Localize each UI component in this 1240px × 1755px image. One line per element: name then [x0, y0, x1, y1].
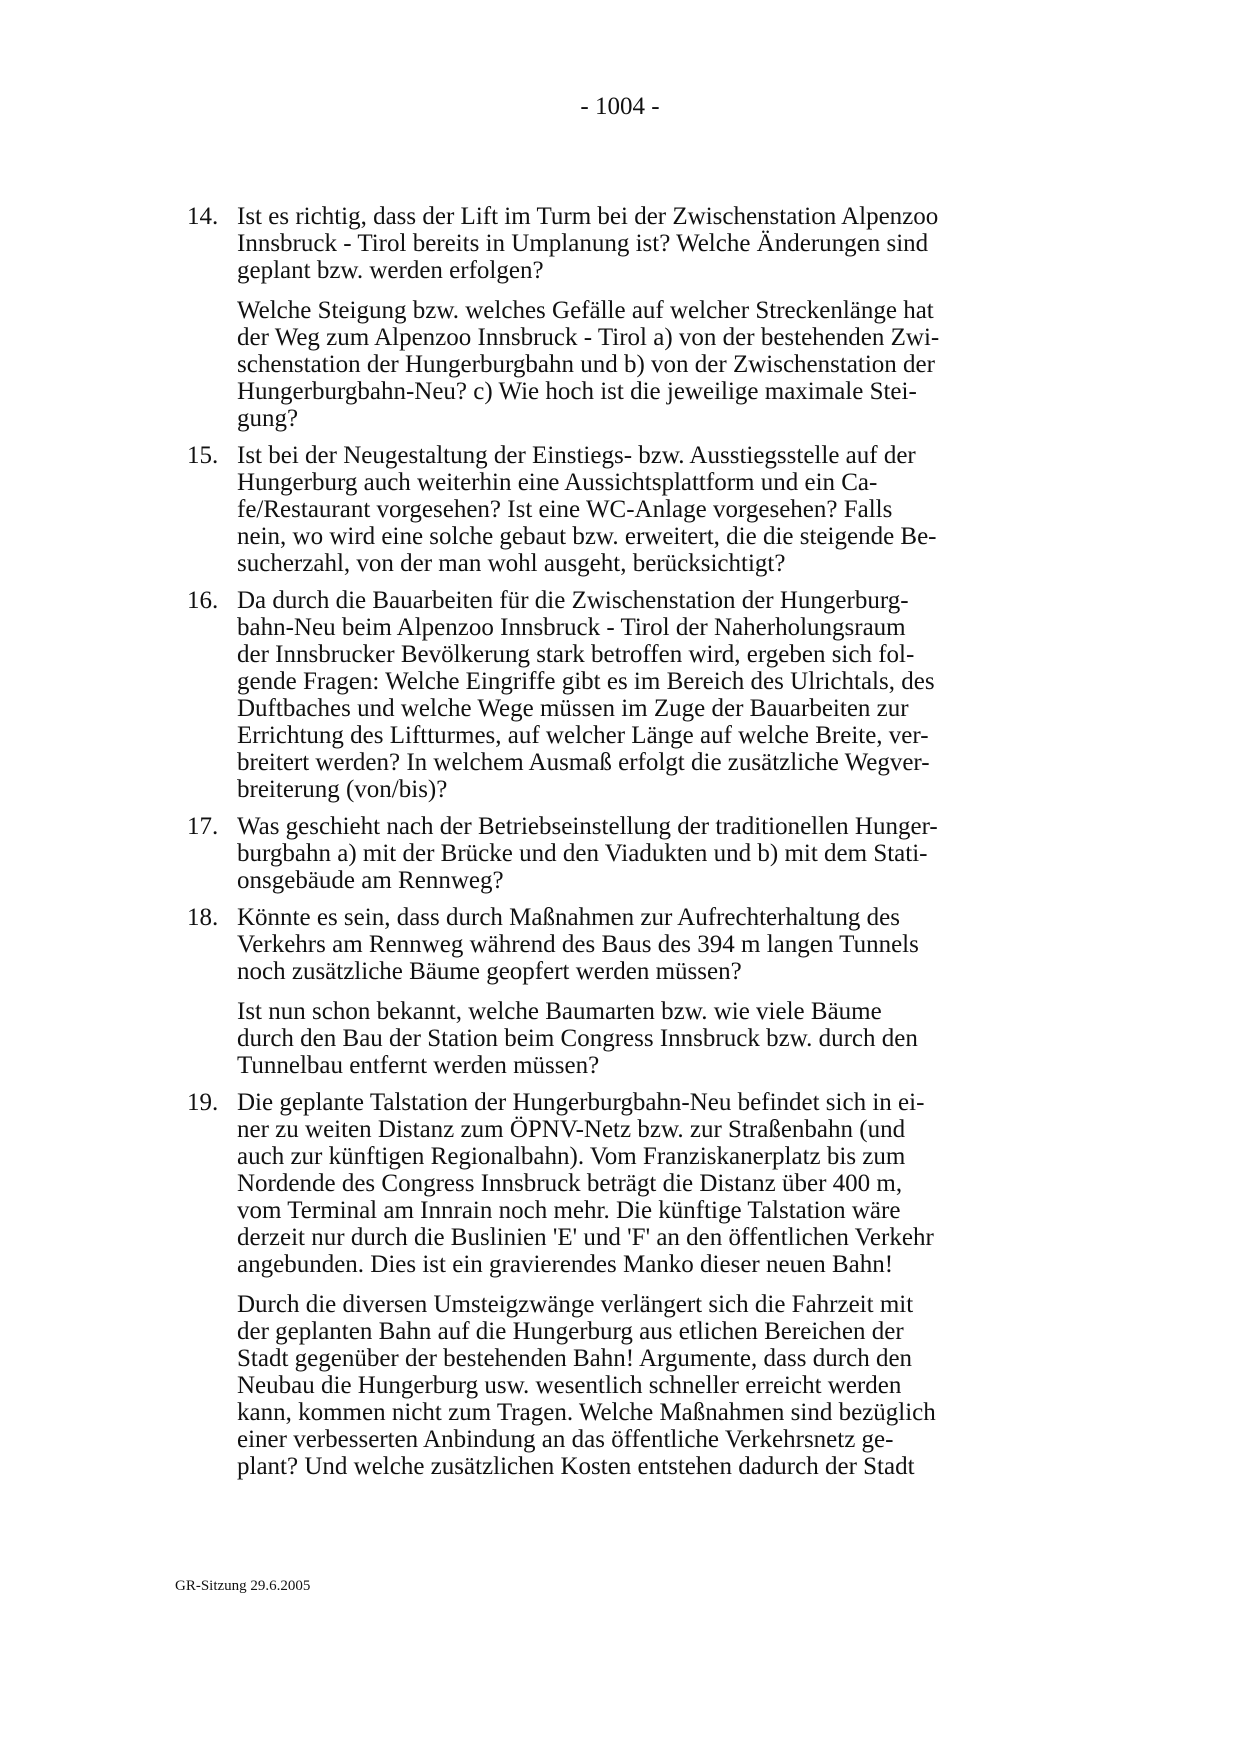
question-paragraph: Ist nun schon bekannt, welche Baumarten bzw. wie viele Bäume durch den Bau der Station beim Congress Innsbruck bzw. durch den Tunnelbau entfernt werden müssen?	[237, 998, 918, 1079]
question-item-18	[187, 904, 1057, 1079]
question-list	[187, 203, 1057, 1490]
question-paragraph: Durch die diversen Umsteigzwänge verlängert sich die Fahrzeit mit der geplanten Bahn auf die Hungerburg aus etlichen Bereichen der Stadt gegenüber der bestehenden Bahn! Argumente, dass durch den Neubau die Hungerburg usw. wesentlich schneller erreicht werden kann, kommen nicht zum Tragen. Welche Maßnahmen sind bezüglich einer verbesserten Anbindung an das öffentliche Verkehrsnetz ge- plant? Und welche zusätzlichen Kosten entstehen dadurch der Stadt	[237, 1291, 936, 1480]
question-number: 17.	[187, 813, 219, 840]
question-paragraph: Was geschieht nach der Betriebseinstellung der traditionellen Hunger- burgbahn a) mit der Brücke und den Viadukten und b) mit dem Stati- onsgebäude am Rennweg?	[237, 813, 938, 894]
question-number: 14.	[187, 203, 219, 230]
page-number: - 1004 -	[580, 93, 660, 120]
question-number: 19.	[187, 1089, 219, 1116]
question-item-17	[187, 813, 1057, 894]
question-item-16	[187, 587, 1057, 803]
question-paragraph: Da durch die Bauarbeiten für die Zwischenstation der Hungerburg- bahn-Neu beim Alpenzoo Innsbruck - Tirol der Naherholungsraum der Innsbrucker Bevölkerung stark betroffen wird, ergeben sich fol- gende Fragen: Welche Eingriffe gibt es im Bereich des Ulrichtals, des Duftbaches und welche Wege müssen im Zuge der Bauarbeiten zur Errichtung des Liftturmes, auf welcher Länge auf welche Breite, ver- breitert werden? In welchem Ausmaß erfolgt die zusätzliche Wegver- breiterung (von/bis)?	[237, 587, 935, 803]
question-number: 18.	[187, 904, 219, 931]
question-paragraph: Ist bei der Neugestaltung der Einstiegs- bzw. Ausstiegsstelle auf der Hungerburg auch weiterhin eine Aussichtsplattform und ein Ca- fe/Restaurant vorgesehen? Ist eine WC-Anlage vorgesehen? Falls nein, wo wird eine solche gebaut bzw. erweitert, die die steigende Be- sucherzahl, von der man wohl ausgeht, berücksichtigt?	[237, 442, 937, 577]
page-footer: GR-Sitzung 29.6.2005	[175, 1578, 311, 1594]
question-number: 16.	[187, 587, 219, 614]
question-number: 15.	[187, 442, 219, 469]
question-paragraph: Könnte es sein, dass durch Maßnahmen zur Aufrechterhaltung des Verkehrs am Rennweg während des Baus des 394 m langen Tunnels noch zusätzliche Bäume geopfert werden müssen?	[237, 904, 919, 985]
question-item-14	[187, 203, 1057, 432]
question-item-19	[187, 1089, 1057, 1480]
question-paragraph: Die geplante Talstation der Hungerburgbahn-Neu befindet sich in ei- ner zu weiten Distanz zum ÖPNV-Netz bzw. zur Straßenbahn (und auch zur künftigen Regionalbahn). Vom Franziskanerplatz bis zum Nordende des Congress Innsbruck beträgt die Distanz über 400 m, vom Terminal am Innrain noch mehr. Die künftige Talstation wäre derzeit nur durch die Buslinien 'E' und 'F' an den öffentlichen Verkehr angebunden. Dies ist ein gravierendes Manko dieser neuen Bahn!	[237, 1089, 934, 1278]
question-paragraph: Ist es richtig, dass der Lift im Turm bei der Zwischenstation Alpenzoo Innsbruck - Tirol bereits in Umplanung ist? Welche Änderungen sind geplant bzw. werden erfolgen?	[237, 203, 939, 284]
question-paragraph: Welche Steigung bzw. welches Gefälle auf welcher Streckenlänge hat der Weg zum Alpenzoo Innsbruck - Tirol a) von der bestehenden Zwi- schenstation der Hungerburgbahn und b) von der Zwischenstation der Hungerburgbahn-Neu? c) Wie hoch ist die jeweilige maximale Stei- gung?	[237, 297, 940, 432]
question-item-15	[187, 442, 1057, 577]
